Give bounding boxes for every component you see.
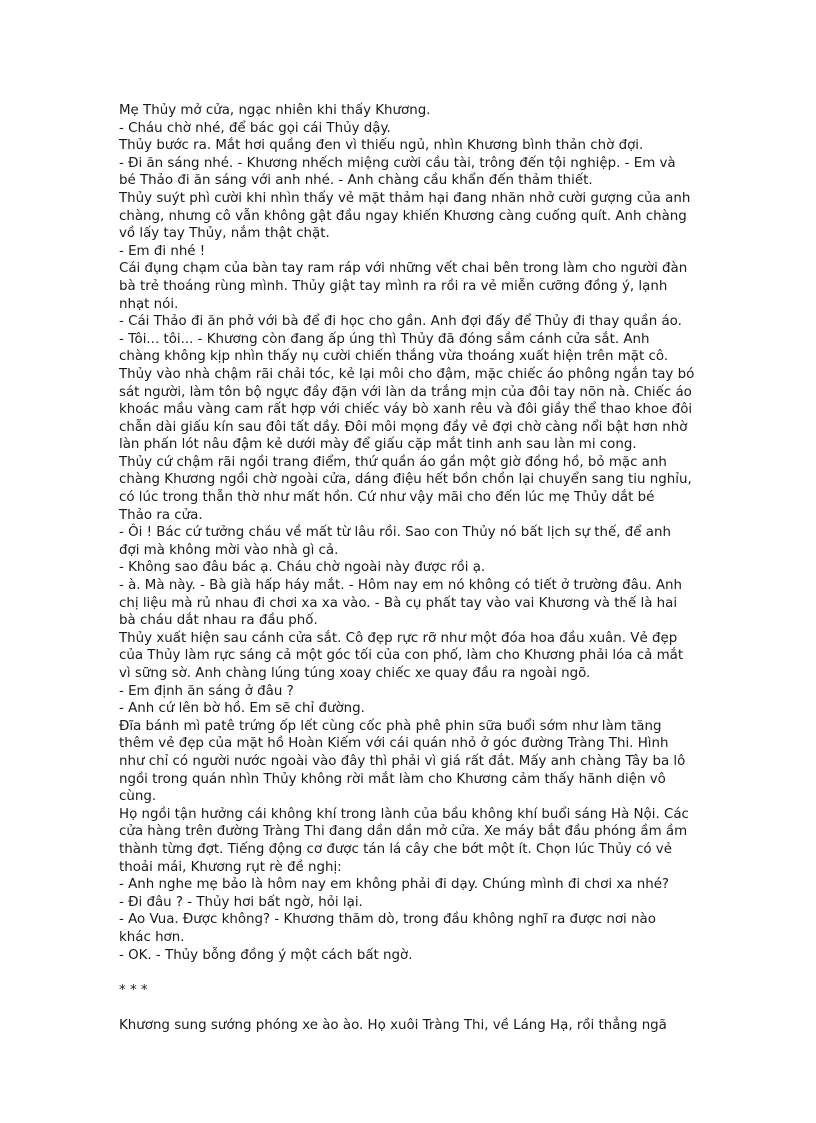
text-line: Thủy vào nhà chậm rãi chải tóc, kẻ lại môi cho đậm, mặc chiếc áo phông ngắn tay bó — [119, 366, 695, 382]
text-line: ngồi trong quán nhìn Thủy không rời mắt làm cho Khương cảm thấy hãnh diện vô — [119, 771, 666, 787]
text-line: thêm vẻ đẹp của mặt hồ Hoàn Kiếm với cái quán nhỏ ở góc đường Tràng Thi. Hình — [119, 736, 669, 752]
text-line: Thủy bước ra. Mắt hơi quầng đen vì thiếu ngủ, nhìn Khương bình thản chờ đợi. — [119, 138, 644, 154]
text-line: chị liệu mà rủ nhau đi chơi xa xa vào. - Bà cụ phất tay vào vai Khương và thế là hai — [119, 595, 678, 611]
text-line: chàng Khương ngồi chờ ngoài cửa, dáng điệu hết bồn chồn lại chuyển sang tiu nghỉu, — [119, 472, 692, 488]
text-line: chàng, nhưng cô vẫn không gật đầu ngay khiến Khương càng cuống quít. Anh chàng — [119, 208, 687, 224]
text-line: - Ao Vua. Được không? - Khương thăm dò, trong đầu không nghĩ ra được nơi nào — [119, 912, 656, 928]
text-line: cửa hàng trên đường Tràng Thi đang dần dần mở cửa. Xe máy bắt đầu phóng ầm ầm — [119, 824, 688, 840]
text-line: làn phấn lót nâu đậm kẻ dưới mày để giấu cặp mắt tinh anh sau làn mi cong. — [119, 437, 637, 453]
text-line: - Em đi nhé ! — [119, 243, 206, 259]
text-line: như chỉ có người nước ngoài vào đây thì phải vì giá rất đắt. Mấy anh chàng Tây ba lô — [119, 753, 686, 769]
text-line: thành từng đợt. Tiếng động cơ được tán lá cây che bớt một ít. Chọn lúc Thủy có vẻ — [119, 841, 672, 857]
text-line: đợi mà không mời vào nhà gì cả. — [119, 542, 339, 558]
text-line: Thủy cứ chậm rãi ngồi trang điểm, thứ quần áo gần một giờ đồng hồ, bỏ mặc anh — [119, 454, 667, 470]
section-separator: * * * — [119, 982, 148, 998]
text-line: Cái đụng chạm của bàn tay ram ráp với những vết chai bên trong làm cho người đàn — [119, 261, 688, 277]
text-line: chẫn dài giấu kín sau đôi tất dầy. Đôi môi mọng đầy vẻ đợi chờ càng nổi bật hơn nhờ — [119, 419, 688, 435]
text-line: của Thủy làm rực sáng cả một góc tối của con phố, làm cho Khương phải lóa cả mắt — [119, 648, 684, 664]
text-line: - Ôi ! Bác cứ tưởng cháu về mất từ lâu rồi. Sao con Thủy nó bất lịch sự thế, để anh — [119, 525, 671, 541]
text-line: - Anh cứ lên bờ hồ. Em sẽ chỉ đường. — [119, 701, 365, 717]
text-line: Đĩa bánh mì patê trứng ốp lết cùng cốc phà phê phin sữa buổi sớm như làm tăng — [119, 718, 662, 734]
text-line: - Đi ăn sáng nhé. - Khương nhếch miệng cười cầu tài, trông đến tội nghiệp. - Em và — [119, 155, 676, 171]
text-line: khác hơn. — [119, 929, 185, 945]
text-line: chàng không kịp nhìn thấy nụ cười chiến thắng vừa thoáng xuất hiện trên mặt cô. — [119, 349, 669, 365]
text-line: nhạt nói. — [119, 296, 179, 312]
text-line: bé Thảo đi ăn sáng với anh nhé. - Anh chàng cầu khẩn đến thảm thiết. — [119, 173, 593, 189]
document-body — [119, 102, 719, 1034]
text-line: - OK. - Thủy bỗng đồng ý một cách bất ngờ. — [119, 947, 413, 963]
text-line: sát người, làm tôn bộ ngực đầy đặn với làn da trắng mịn của đôi tay nõn nà. Chiếc áo — [119, 384, 692, 400]
text-line: Thủy xuất hiện sau cánh cửa sắt. Cô đẹp rực rỡ như một đóa hoa đầu xuân. Vẻ đẹp — [119, 630, 678, 646]
text-line: thoải mái, Khương rụt rè đề nghị: — [119, 859, 342, 875]
text-line: có lúc trong thẫn thờ như mất hồn. Cứ như vậy mãi cho đến lúc mẹ Thủy dắt bé — [119, 490, 655, 506]
text-line: - Anh nghe mẹ bảo là hôm nay em không phải đi dạy. Chúng mình đi chơi xa nhé? — [119, 877, 670, 893]
text-line: - Em định ăn sáng ở đâu ? — [119, 683, 294, 699]
text-line: Họ ngồi tận hưởng cái không khí trong lành của bầu không khí buổi sáng Hà Nội. Các — [119, 806, 689, 822]
text-line: Thủy suýt phì cười khi nhìn thấy vẻ mặt thảm hại đang nhăn nhở cười gượng của anh — [119, 190, 691, 206]
text-line: bà cháu dắt nhau ra đầu phố. — [119, 613, 318, 629]
text-line: bà trẻ thoáng rùng mình. Thủy giật tay mình ra rồi ra vẻ miễn cưỡng đồng ý, lạnh — [119, 278, 668, 294]
text-line: vì sững sờ. Anh chàng lúng túng xoay chiếc xe quay đầu ra ngoài ngõ. — [119, 666, 591, 681]
text-line: Thảo ra cửa. — [119, 507, 203, 523]
text-line: Mẹ Thủy mở cửa, ngạc nhiên khi thấy Khương. — [119, 103, 431, 118]
text-line: - Tôi... tôi... - Khương còn đang ấp úng thì Thủy đã đóng sầm cánh cửa sắt. Anh — [119, 331, 650, 347]
text-line: cùng. — [119, 789, 157, 805]
text-line: - à. Mà này. - Bà già hấp háy mắt. - Hôm nay em nó không có tiết ở trường đâu. Anh — [119, 578, 682, 594]
text-line: - Không sao đâu bác ạ. Cháu chờ ngoài này được rồi ạ. — [119, 560, 486, 576]
blank-line — [119, 964, 719, 982]
text-line: vồ lấy tay Thủy, nắm thật chặt. — [119, 226, 330, 242]
text-line: - Cháu chờ nhé, để bác gọi cái Thủy dậy. — [119, 120, 391, 136]
text-line: khoác mầu vàng cam rất hợp với chiếc váy bò xanh rêu và đôi giầy thể thao khoe đôi — [119, 402, 693, 418]
text-line: Khương sung sướng phóng xe ào ào. Họ xuôi Tràng Thi, về Láng Hạ, rồi thẳng ngã — [119, 1017, 667, 1033]
blank-line — [119, 999, 719, 1017]
text-line: - Cái Thảo đi ăn phở với bà để đi học cho gần. Anh đợi đấy để Thủy đi thay quần áo. — [119, 314, 682, 330]
text-line: - Đi đâu ? - Thủy hơi bất ngờ, hỏi lại. — [119, 894, 363, 910]
